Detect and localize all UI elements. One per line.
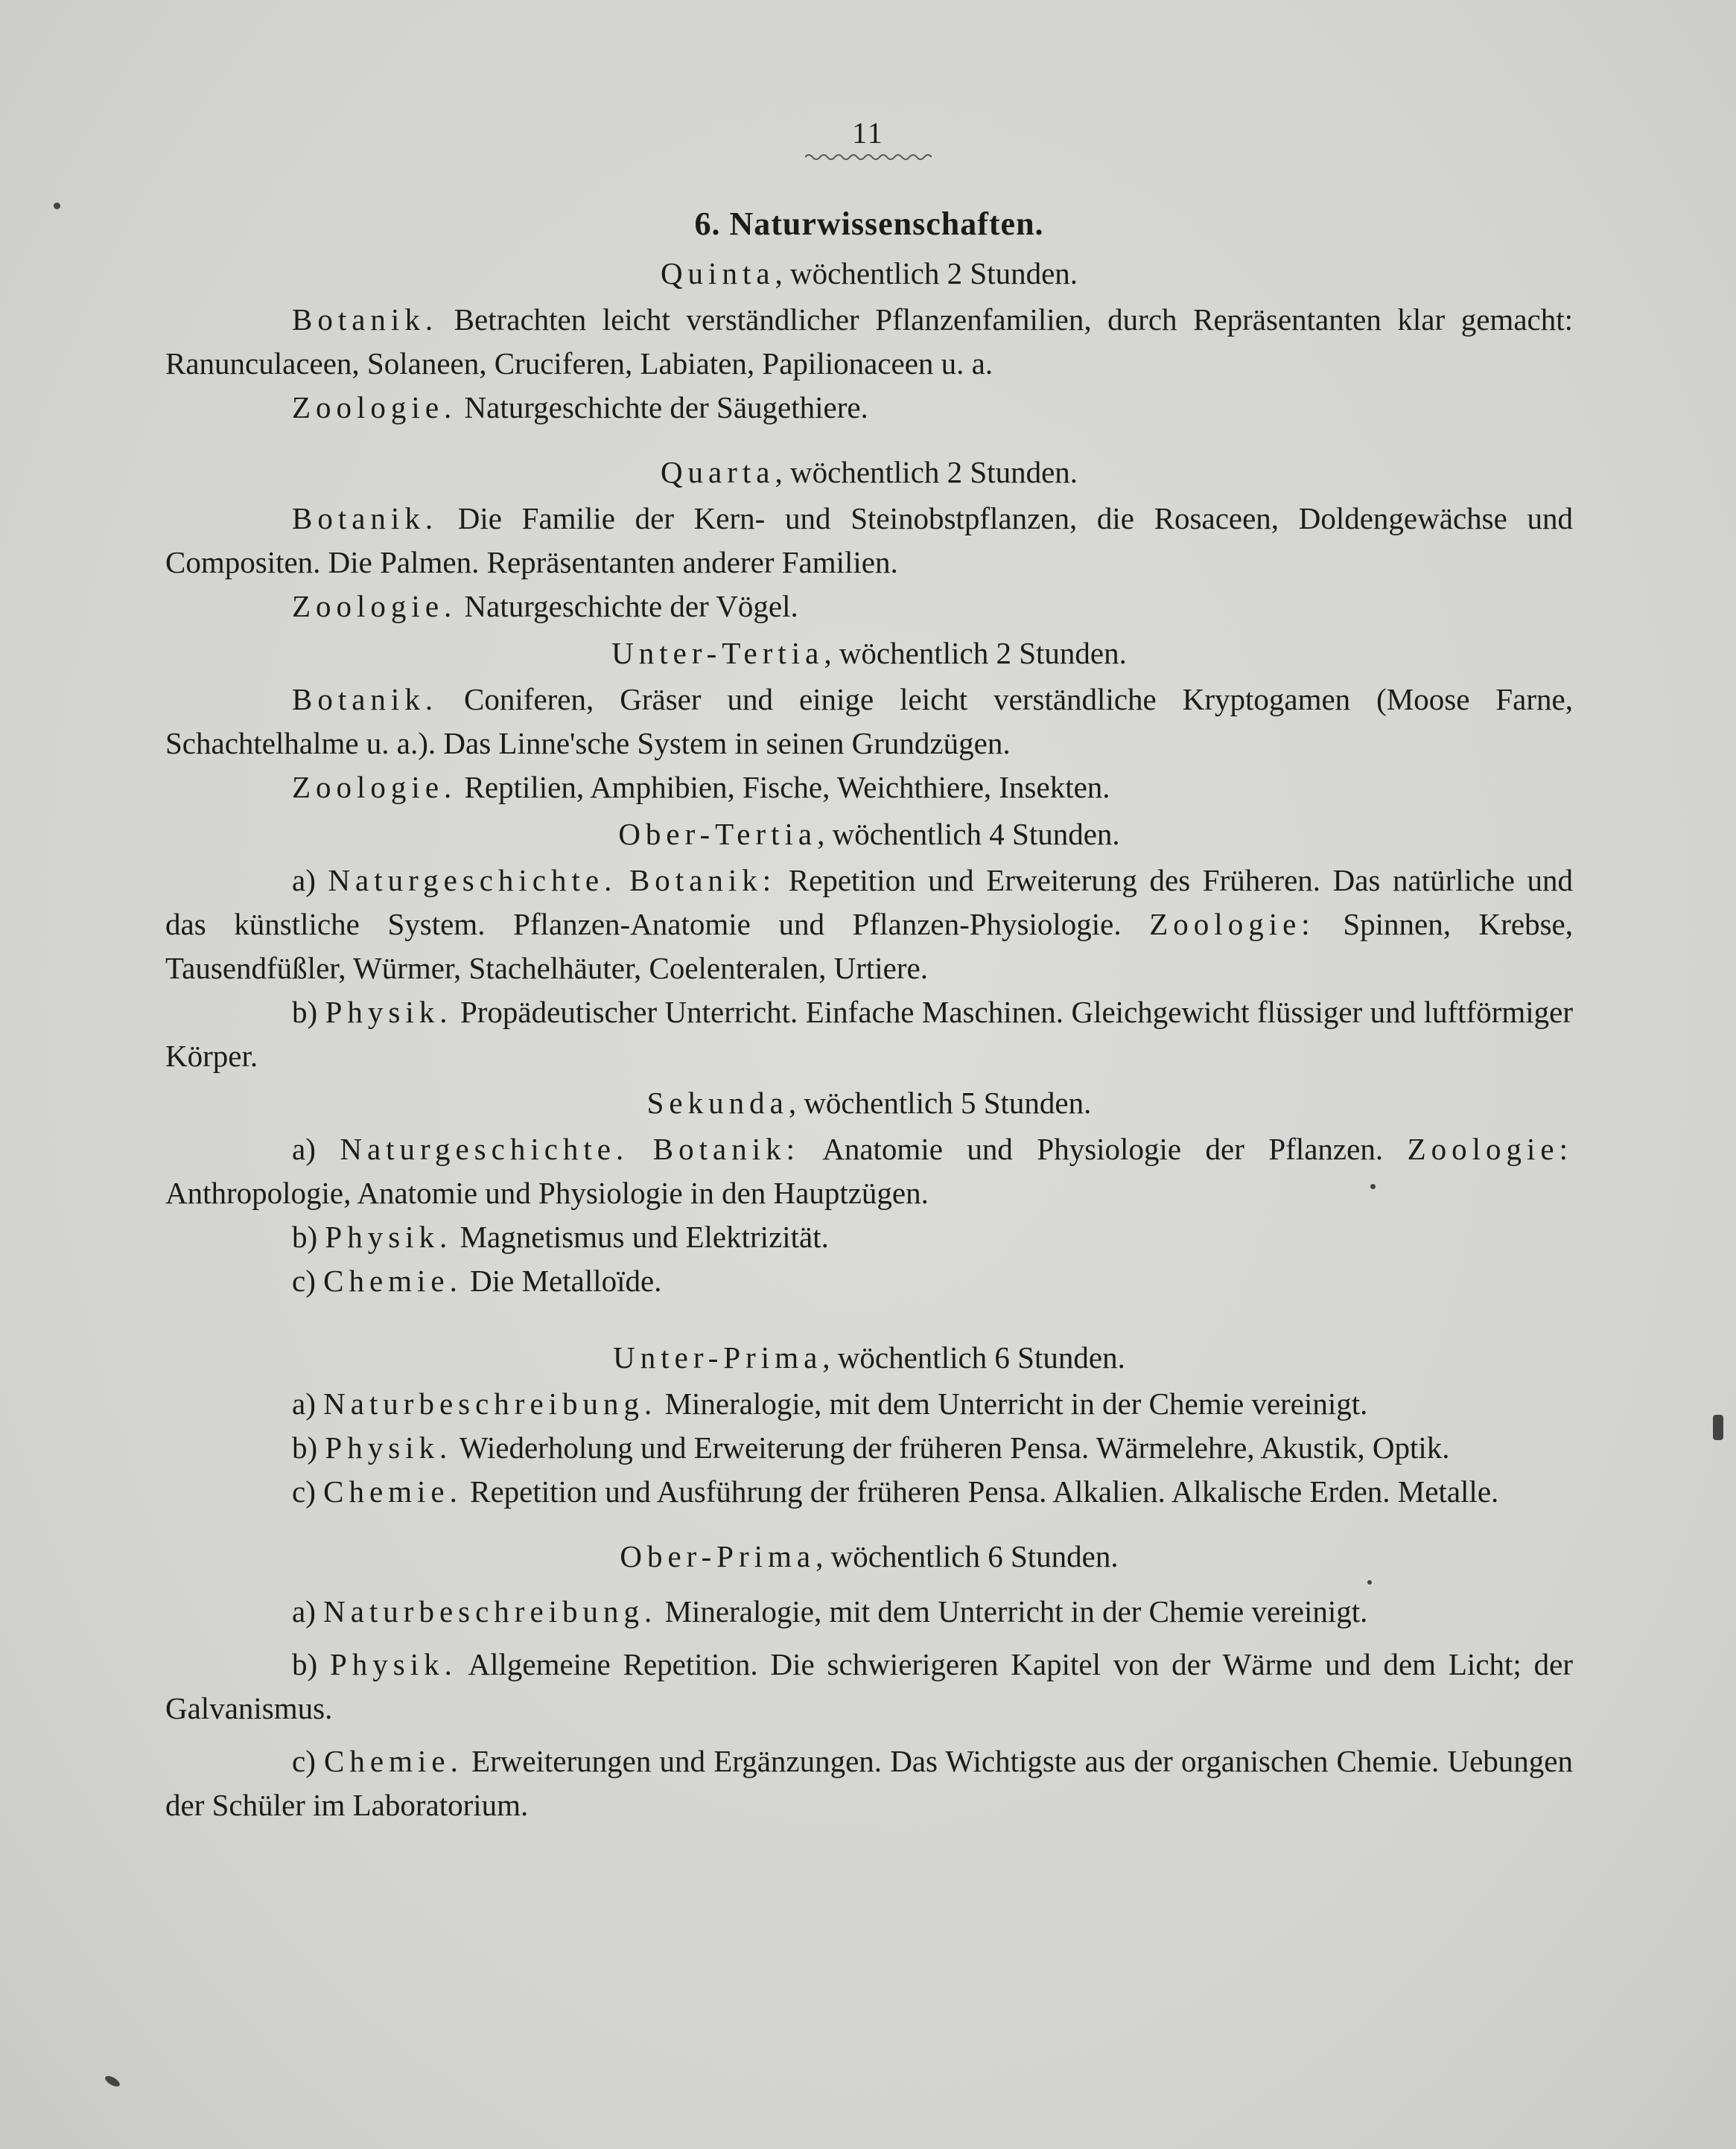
subject-label: Chemie. — [324, 1744, 463, 1778]
paragraph-text: Mineralogie, mit dem Unterricht in der Chemie vereinigt. — [657, 1594, 1368, 1629]
paragraph-text: Anthropologie, Anatomie und Physiologie in den Hauptzügen. — [165, 1176, 929, 1210]
subject-label: Naturgeschichte. — [328, 863, 617, 897]
paragraph-text: Spinnen, Krebse, Tausendfüßler, Würmer, Stachelhäuter, Coelenteralen, Urtiere. — [165, 907, 1573, 985]
paragraph-text: Allgemeine Repetition. Die schwierigeren Kapitel von der Wärme und dem Licht; der Galvanismus. — [165, 1647, 1574, 1725]
grade-name: Quinta — [660, 256, 775, 290]
subject-label: Physik. — [325, 995, 453, 1029]
grade-heading-unter-tertia — [165, 628, 1573, 678]
paragraph-naturbeschreibung — [165, 1590, 1573, 1634]
grade-hours: , wöchentlich 2 Stunden. — [824, 636, 1127, 670]
paragraph-text: Coniferen, Gräser und einige leicht verständliche Kryptogamen (Moose Farne, Schachtelhalme u. a.). Das Linne'sche System in seinen Grundzügen. — [165, 682, 1573, 760]
paragraph-zoologie — [165, 765, 1573, 809]
grade-hours: , wöchentlich 6 Stunden. — [822, 1340, 1125, 1375]
paragraph-text: Reptilien, Amphibien, Fische, Weichthiere, Insekten. — [457, 770, 1110, 804]
subject-label-botanik: Botanik: — [629, 863, 777, 897]
subject-label: Botanik. — [292, 682, 439, 716]
subject-label: Zoologie. — [292, 390, 457, 424]
paragraph-physik — [165, 1215, 1573, 1259]
subject-label-botanik: Botanik: — [652, 1132, 800, 1166]
paragraph-zoologie — [165, 386, 1573, 430]
paragraph-text: Erweiterungen und Ergänzungen. Das Wichtigste aus der organischen Chemie. Uebungen der Schüler im Laboratorium. — [165, 1744, 1573, 1822]
subject-label: Naturgeschichte. — [340, 1132, 629, 1166]
subject-label: Botanik. — [292, 302, 439, 337]
section-title: 6. Naturwissenschaften. — [694, 206, 1044, 242]
item-prefix: c) — [292, 1744, 325, 1778]
subject-label: Zoologie. — [292, 589, 457, 623]
subject-label: Chemie. — [323, 1474, 462, 1509]
paragraph-naturgeschichte — [165, 1127, 1573, 1215]
paragraph-naturgeschichte — [165, 859, 1573, 990]
subject-label: Chemie. — [323, 1264, 462, 1298]
paragraph-text: Repetition und Erweiterung des Früheren. Das natürliche und das künstliche System. Pflanzen-Anatomie und Pflanzen-Physiologie. — [165, 863, 1573, 941]
paragraph-naturbeschreibung — [165, 1382, 1573, 1426]
subject-label: Naturbeschreibung. — [323, 1594, 658, 1629]
grade-hours: , wöchentlich 5 Stunden. — [788, 1086, 1092, 1120]
grade-name: Ober-Tertia — [618, 817, 818, 851]
grade-name: Unter-Tertia — [611, 636, 824, 670]
grade-name: Unter-Prima — [613, 1340, 823, 1375]
subject-label: Botanik. — [292, 501, 439, 535]
grade-heading-quarta — [165, 448, 1573, 497]
paragraph-text: Repetition und Ausführung der früheren Pensa. Alkalien. Alkalische Erden. Metalle. — [462, 1474, 1499, 1509]
subject-label-zoologie: Zoologie: — [1407, 1132, 1574, 1166]
paragraph-text: Mineralogie, mit dem Unterricht in der Chemie vereinigt. — [657, 1386, 1368, 1421]
paragraph-physik — [165, 1426, 1573, 1470]
paragraph-botanik — [165, 678, 1573, 765]
paragraph-botanik — [165, 298, 1573, 386]
grade-heading-quinta — [165, 249, 1573, 298]
subject-label: Physik. — [325, 1220, 453, 1254]
paragraph-zoologie — [165, 585, 1573, 628]
paragraph-text: Magnetismus und Elektrizität. — [452, 1220, 829, 1254]
grade-heading-ober-prima — [165, 1532, 1573, 1581]
item-prefix: b) — [292, 1647, 330, 1681]
page-number-ornament — [805, 152, 932, 162]
grade-name: Quarta — [660, 455, 775, 489]
grade-heading-ober-tertia — [165, 809, 1573, 859]
page-number-text: 11 — [852, 116, 884, 150]
item-prefix: a) — [292, 863, 328, 897]
item-prefix: a) — [292, 1594, 324, 1629]
paragraph-text: Naturgeschichte der Vögel. — [457, 589, 798, 623]
subject-label-zoologie: Zoologie: — [1149, 907, 1315, 941]
label-gap — [629, 1132, 653, 1166]
paragraph-text: Propädeutischer Unterricht. Einfache Maschinen. Gleichgewicht flüssiger und luftförmiger Körper. — [165, 995, 1573, 1073]
scan-speck — [1367, 1580, 1372, 1585]
grade-hours: , wöchentlich 6 Stunden. — [815, 1539, 1119, 1573]
subject-label: Physik. — [325, 1430, 453, 1465]
page-number — [0, 115, 1736, 162]
scan-speck — [1370, 1184, 1376, 1189]
page-content — [165, 200, 1573, 1827]
paragraph-text: Betrachten leicht verständlicher Pflanzenfamilien, durch Repräsentanten klar gemacht: Ranunculaceen, Solaneen, Cruciferen, Labiaten, Papilionaceen u. a. — [165, 302, 1573, 381]
paragraph-chemie — [165, 1739, 1573, 1827]
item-prefix: a) — [292, 1386, 324, 1421]
grade-heading-unter-prima — [165, 1333, 1573, 1382]
item-prefix: b) — [292, 995, 325, 1029]
grade-hours: , wöchentlich 2 Stunden. — [775, 256, 1078, 290]
label-gap — [617, 863, 629, 897]
item-prefix: a) — [292, 1132, 340, 1166]
subject-label: Zoologie. — [292, 770, 457, 804]
paragraph-botanik — [165, 497, 1573, 585]
paragraph-physik — [165, 990, 1573, 1078]
item-prefix: b) — [292, 1430, 325, 1465]
grade-hours: , wöchentlich 2 Stunden. — [775, 455, 1078, 489]
item-prefix: c) — [292, 1474, 324, 1509]
grade-hours: , wöchentlich 4 Stunden. — [817, 817, 1120, 851]
paragraph-text: Anatomie und Physiologie der Pflanzen. — [799, 1132, 1408, 1166]
scan-speck — [1713, 1415, 1723, 1440]
subject-label: Naturbeschreibung. — [323, 1386, 658, 1421]
paragraph-chemie — [165, 1259, 1573, 1303]
paragraph-text: Naturgeschichte der Säugethiere. — [457, 390, 868, 424]
paragraph-physik — [165, 1643, 1573, 1731]
grade-name: Sekunda — [646, 1086, 789, 1120]
paragraph-text: Wiederholung und Erweiterung der früheren Pensa. Wärmelehre, Akustik, Optik. — [452, 1430, 1450, 1465]
grade-name: Ober-Prima — [620, 1539, 816, 1573]
item-prefix: c) — [292, 1264, 324, 1298]
paragraph-text: Die Familie der Kern- und Steinobstpflanzen, die Rosaceen, Doldengewächse und Compositen. Die Palmen. Repräsentanten anderer Familien. — [165, 501, 1573, 579]
paragraph-chemie — [165, 1470, 1573, 1514]
scan-speck — [104, 2074, 121, 2089]
item-prefix: b) — [292, 1220, 325, 1254]
scan-speck — [54, 203, 60, 209]
paragraph-text: Die Metalloïde. — [462, 1264, 662, 1298]
grade-heading-sekunda — [165, 1078, 1573, 1127]
subject-label: Physik. — [330, 1647, 457, 1681]
